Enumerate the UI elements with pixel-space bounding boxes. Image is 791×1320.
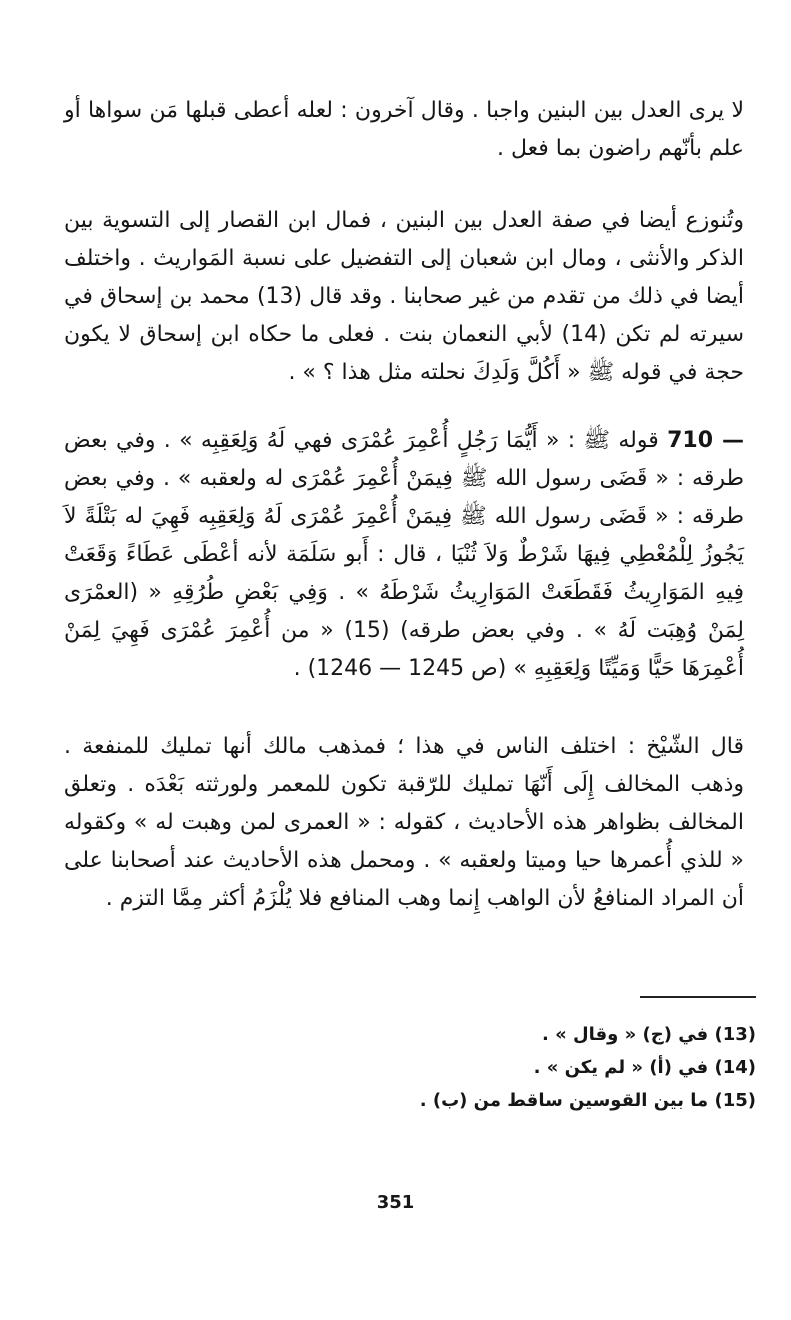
paragraph-hadith-710 <box>64 422 744 688</box>
hadith-number: 710 — <box>667 428 744 453</box>
hadith-text: قوله ﷺ : « أَيُّمَا رَجُلٍ أُعْمِرَ عُمْرَى فهي لَهُ وَلِعَقِبِه » . وفي بعض طرقه : « قَضَى رسول الله ﷺ فِيمَنْ أُعْمِرَ عُمْرَى له ولعقبه » . وفي بعض طرقه : « قَضَى رسول الله ﷺ فِيمَنْ أُعْمِرَ عُمْرَى لَهُ وَلِعَقِبِه فَهِيَ له بَتْلَةً لاَ يَجُوزُ لِلْمُعْطِي فِيهَا شَرْطٌ وَلاَ ثُنْيَا ، قال : أَبو سَلَمَة لأنه أعْطَى عَطَاءً وَقَعَتْ فِيهِ المَوَارِيثُ فَقَطَعَتْ المَوَارِيثُ شَرْطَهُ » . وَفِي بَعْضِ طُرُقِهِ « (العمْرَى لِمَنْ وُهِبَت لَهُ » . وفي بعض طرقه) (15) « من أُعْمِرَ عُمْرَى فَهِيَ لِمَنْ أُعْمِرَهَا حَيًّا وَمَيِّتًا وَلِعَقِبِهِ » (ص 1245 — 1246) . <box>64 428 745 681</box>
footnotes <box>64 1018 756 1117</box>
footnote-14: (14) في (أ) « لم يكن » . <box>533 1057 756 1078</box>
footnote-15: (15) ما بين القوسين ساقط من (ب) . <box>419 1090 756 1111</box>
footnote-divider <box>640 996 756 998</box>
paragraph-1: لا يرى العدل بين البنين واجبا . وقال آخرون : لعله أعطى قبلها مَن سواها أو علم بأنّهم راضون بما فعل . <box>64 98 744 161</box>
footnote-13: (13) في (ج) « وقال » . <box>542 1024 756 1045</box>
paragraph-2: وتُنوزع أيضا في صفة العدل بين البنين ، فمال ابن القصار إلى التسوية بين الذكر والأنثى ، ومال ابن شعبان إلى التفضيل على نسبة المَواريث . واختلف أيضا في ذلك من تقدم من غير صحابنا . وقد قال (13) محمد بن إسحاق في سيرته لم تكن (14) لأبي النعمان بنت . فعلى ما حكاه ابن إسحاق لا يكون حجة في قوله ﷺ « أَكُلَّ وَلَدِكَ نحلته مثل هذا ؟ » . <box>64 208 745 385</box>
page-number: 351 <box>376 1192 415 1213</box>
paragraph-sheikh-commentary: قال الشّيْخ : اختلف الناس في هذا ؛ فمذهب مالك أنها تمليك للمنفعة . وذهب المخالف إِلَى أَنّهَا تمليك للرّقبة تكون للمعمر ولورثته بَعْدَه . وتعلق المخالف بظواهر هذه الأحاديث ، كقوله : « العمرى لمن وهبت له » وكقوله « للذي أُعمرها حيا وميتا ولعقبه » . ومحمل هذه الأحاديث عند أصحابنا على أن المراد المنافعُ لأن الواهب إِنما وهب المنافع فلا يُلْزَمُ أكثر مِمَّا التزم . <box>64 734 744 911</box>
